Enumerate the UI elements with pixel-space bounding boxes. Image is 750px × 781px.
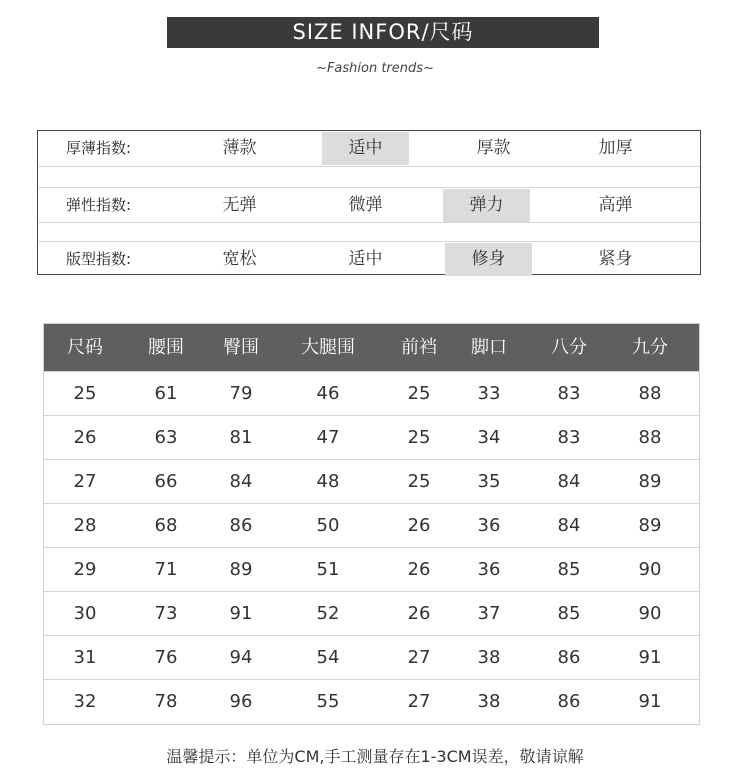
- elasticity-index-label: 弹性指数:: [66, 196, 132, 214]
- table-cell: 96: [229, 691, 253, 712]
- table-row: [44, 459, 699, 503]
- row-divider: [38, 241, 700, 242]
- elasticity-option: 高弹: [598, 195, 633, 215]
- table-cell: 94: [229, 647, 253, 668]
- table-cell: 25: [73, 383, 97, 404]
- table-row: [44, 635, 699, 679]
- table-cell: 25: [407, 471, 431, 492]
- elasticity-option: 无弹: [222, 195, 257, 215]
- table-cell: 46: [316, 383, 340, 404]
- fit-option: 紧身: [598, 249, 633, 269]
- table-cell: 63: [154, 427, 178, 448]
- table-cell: 30: [73, 603, 97, 624]
- row-divider: [38, 222, 700, 223]
- table-cell: 68: [154, 515, 178, 536]
- table-cell: 85: [557, 603, 581, 624]
- table-cell: 91: [638, 691, 662, 712]
- fit-index-label: 版型指数:: [66, 250, 132, 268]
- column-header: 腰围: [148, 337, 184, 358]
- fabric-index-panel: [37, 130, 701, 275]
- table-cell: 89: [638, 471, 662, 492]
- table-cell: 86: [557, 691, 581, 712]
- table-cell: 50: [316, 515, 340, 536]
- elasticity-option: 微弹: [348, 195, 383, 215]
- thickness-option: 厚款: [476, 138, 511, 158]
- table-cell: 32: [73, 691, 97, 712]
- table-cell: 54: [316, 647, 340, 668]
- column-header: 前裆: [401, 337, 437, 358]
- size-chart-table: [43, 323, 700, 725]
- column-header: 九分: [632, 337, 668, 358]
- table-cell: 91: [229, 603, 253, 624]
- table-cell: 47: [316, 427, 340, 448]
- size-info-title: SIZE INFOR/尺码: [167, 17, 599, 48]
- thickness-index-row: [38, 132, 700, 165]
- row-divider: [38, 166, 700, 167]
- table-row: [44, 547, 699, 591]
- table-cell: 25: [407, 427, 431, 448]
- column-header: 尺码: [67, 337, 103, 358]
- table-cell: 27: [407, 647, 431, 668]
- table-cell: 90: [638, 559, 662, 580]
- table-cell: 84: [229, 471, 253, 492]
- table-cell: 48: [316, 471, 340, 492]
- table-cell: 86: [557, 647, 581, 668]
- table-cell: 83: [557, 383, 581, 404]
- table-cell: 38: [477, 647, 501, 668]
- table-cell: 84: [557, 515, 581, 536]
- elasticity-option: 弹力: [443, 189, 530, 222]
- table-cell: 84: [557, 471, 581, 492]
- table-cell: 79: [229, 383, 253, 404]
- table-cell: 36: [477, 515, 501, 536]
- thickness-option: 加厚: [598, 138, 633, 158]
- table-cell: 37: [477, 603, 501, 624]
- fit-option: 宽松: [222, 249, 257, 269]
- table-row: [44, 415, 699, 459]
- table-cell: 71: [154, 559, 178, 580]
- table-cell: 78: [154, 691, 178, 712]
- thickness-option: 薄款: [222, 138, 257, 158]
- table-row: [44, 503, 699, 547]
- table-cell: 73: [154, 603, 178, 624]
- column-header: 大腿围: [301, 337, 355, 358]
- table-row: [44, 371, 699, 415]
- table-cell: 66: [154, 471, 178, 492]
- table-row: [44, 591, 699, 635]
- table-cell: 88: [638, 383, 662, 404]
- table-cell: 36: [477, 559, 501, 580]
- table-cell: 85: [557, 559, 581, 580]
- table-cell: 88: [638, 427, 662, 448]
- column-header: 臀围: [223, 337, 259, 358]
- table-cell: 35: [477, 471, 501, 492]
- fashion-trends-subtitle: ~Fashion trends~: [316, 61, 434, 76]
- table-cell: 26: [407, 515, 431, 536]
- table-row: [44, 679, 699, 723]
- fit-index-row: [38, 243, 700, 276]
- fit-option: 修身: [445, 243, 532, 276]
- table-cell: 34: [477, 427, 501, 448]
- elasticity-index-row: [38, 189, 700, 222]
- table-cell: 27: [73, 471, 97, 492]
- table-cell: 31: [73, 647, 97, 668]
- table-cell: 51: [316, 559, 340, 580]
- fit-option: 适中: [348, 249, 383, 269]
- table-cell: 83: [557, 427, 581, 448]
- table-cell: 91: [638, 647, 662, 668]
- table-cell: 89: [638, 515, 662, 536]
- table-cell: 33: [477, 383, 501, 404]
- table-cell: 89: [229, 559, 253, 580]
- column-header: 八分: [551, 337, 587, 358]
- table-cell: 81: [229, 427, 253, 448]
- table-cell: 61: [154, 383, 178, 404]
- table-cell: 90: [638, 603, 662, 624]
- table-cell: 28: [73, 515, 97, 536]
- size-table-header: [44, 324, 699, 371]
- measurement-note: 温馨提示：单位为CM,手工测量存在1-3CM误差，敬请谅解: [166, 747, 584, 766]
- table-cell: 52: [316, 603, 340, 624]
- thickness-option: 适中: [322, 132, 409, 165]
- table-cell: 55: [316, 691, 340, 712]
- table-cell: 86: [229, 515, 253, 536]
- column-header: 脚口: [471, 337, 507, 358]
- table-cell: 76: [154, 647, 178, 668]
- table-cell: 29: [73, 559, 97, 580]
- table-cell: 38: [477, 691, 501, 712]
- table-cell: 27: [407, 691, 431, 712]
- table-cell: 26: [73, 427, 97, 448]
- table-cell: 26: [407, 603, 431, 624]
- row-divider: [38, 187, 700, 188]
- table-cell: 25: [407, 383, 431, 404]
- thickness-index-label: 厚薄指数:: [66, 139, 132, 157]
- table-cell: 26: [407, 559, 431, 580]
